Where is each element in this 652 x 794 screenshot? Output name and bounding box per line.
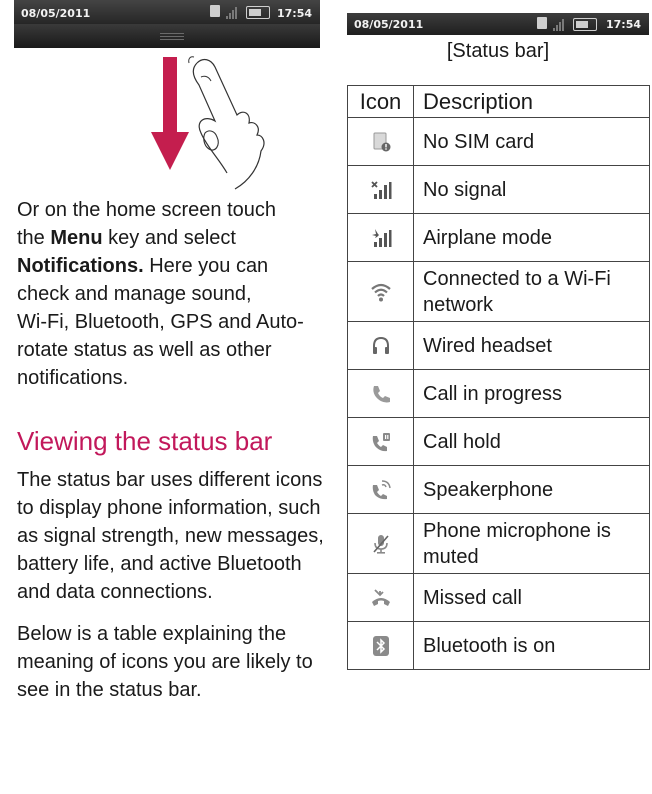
speakerphone-icon bbox=[370, 479, 392, 501]
notifications-label: Notifications. bbox=[17, 255, 144, 277]
status-icons-table bbox=[347, 85, 650, 670]
drag-down-arrow bbox=[163, 57, 177, 137]
row-description-line-2: muted bbox=[423, 545, 479, 568]
text-line: battery life, and active Bluetooth bbox=[17, 553, 302, 575]
row-description: No SIM card bbox=[423, 130, 535, 153]
sim-status-icon bbox=[210, 5, 220, 17]
description-column-header: Description bbox=[414, 86, 650, 118]
row-description: Missed call bbox=[423, 586, 522, 609]
status-bar-example bbox=[347, 13, 649, 35]
no-signal-icon bbox=[370, 179, 392, 201]
row-description: Bluetooth is on bbox=[423, 634, 556, 657]
battery-icon bbox=[573, 18, 597, 31]
row-description: Airplane mode bbox=[423, 226, 552, 249]
table-row bbox=[348, 322, 650, 370]
row-description: Wired headset bbox=[423, 334, 552, 357]
text-line: check and manage sound, bbox=[17, 283, 252, 305]
bluetooth-icon bbox=[370, 635, 392, 657]
text-line: and data connections. bbox=[17, 581, 213, 603]
status-date: 08/05/2011 bbox=[354, 18, 424, 31]
menu-key-label: Menu bbox=[50, 227, 103, 249]
row-description: Call in progress bbox=[423, 382, 562, 405]
table-row bbox=[348, 466, 650, 514]
airplane-mode-icon bbox=[370, 227, 392, 249]
status-time: 17:54 bbox=[605, 18, 641, 31]
text-line: Below is a table explaining the bbox=[17, 623, 287, 645]
call-icon bbox=[370, 383, 392, 405]
notification-drawer-handle[interactable] bbox=[14, 24, 320, 48]
text-line: Notifications. Here you can bbox=[17, 255, 269, 277]
text-line: to display phone information, such bbox=[17, 497, 321, 519]
row-description: Speakerphone bbox=[423, 478, 554, 501]
text-line: The status bar uses different icons bbox=[17, 469, 323, 491]
table-row bbox=[348, 574, 650, 622]
text-line: meaning of icons you are likely to bbox=[17, 651, 313, 673]
table-row bbox=[348, 214, 650, 262]
status-time: 17:54 bbox=[276, 7, 312, 20]
row-description-line-2: network bbox=[423, 293, 494, 316]
status-date: 08/05/2011 bbox=[21, 7, 91, 20]
text-line: rotate status as well as other bbox=[17, 339, 272, 361]
row-description: No signal bbox=[423, 178, 507, 201]
table-row bbox=[348, 514, 650, 574]
table-intro-paragraph bbox=[17, 620, 327, 704]
text-line: Or on the home screen touch bbox=[17, 199, 277, 221]
icon-column-header: Icon bbox=[348, 86, 414, 118]
no-sim-icon bbox=[370, 131, 392, 153]
headset-icon bbox=[370, 335, 392, 357]
table-row bbox=[348, 370, 650, 418]
missed-call-icon bbox=[370, 587, 392, 609]
notification-bar-illustration bbox=[14, 0, 320, 48]
table-row bbox=[348, 418, 650, 466]
signal-icon bbox=[553, 17, 565, 31]
text-line: as signal strength, new messages, bbox=[17, 525, 324, 547]
text-line: see in the status bar. bbox=[17, 679, 202, 701]
status-bar-paragraph bbox=[17, 466, 327, 606]
sim-status-icon bbox=[537, 17, 547, 29]
table-row bbox=[348, 118, 650, 166]
table-header-row bbox=[348, 86, 650, 118]
row-description: Connected to a Wi-Fi bbox=[423, 267, 611, 290]
section-heading: Viewing the status bar bbox=[17, 426, 273, 456]
call-hold-icon bbox=[370, 431, 392, 453]
finger-swipe-icon bbox=[185, 55, 275, 195]
mic-muted-icon bbox=[370, 533, 392, 555]
table-row bbox=[348, 262, 650, 322]
battery-icon bbox=[246, 6, 270, 19]
row-description: Call hold bbox=[423, 430, 501, 453]
signal-icon bbox=[226, 5, 238, 19]
text-line: the Menu key and select bbox=[17, 227, 236, 249]
intro-paragraph bbox=[17, 196, 327, 392]
wifi-icon bbox=[370, 281, 392, 303]
drag-down-arrow-head bbox=[151, 132, 189, 170]
status-bar-caption: [Status bar] bbox=[446, 40, 550, 62]
status-bar-top bbox=[14, 0, 320, 24]
row-description: Phone microphone is bbox=[423, 519, 611, 542]
text-line: notifications. bbox=[17, 367, 129, 389]
table-row bbox=[348, 166, 650, 214]
text-line: Wi-Fi, Bluetooth, GPS and Auto- bbox=[17, 311, 304, 333]
table-row bbox=[348, 622, 650, 670]
